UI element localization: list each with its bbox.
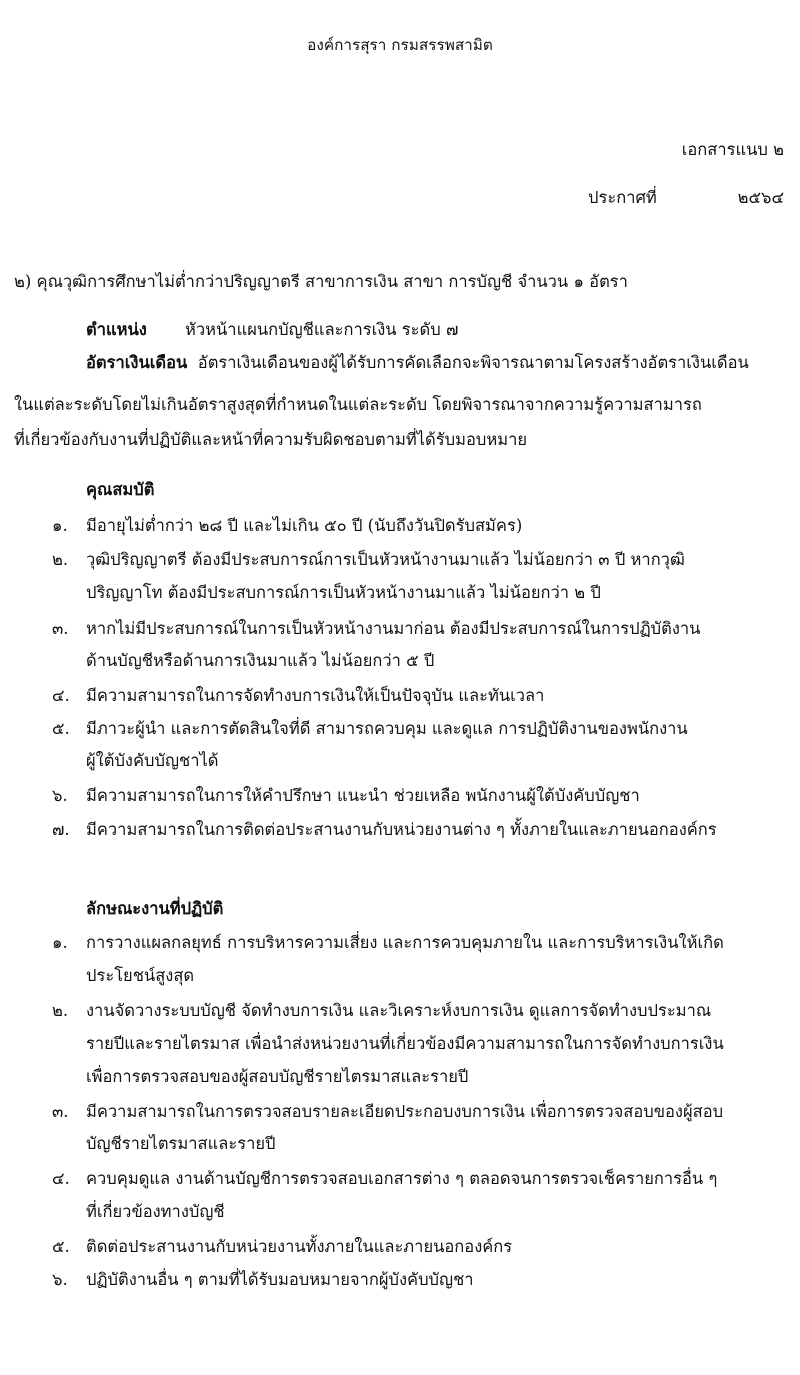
- duty-text: การวางแผลกลยุทธ์ การบริหารความเสี่ยง และการควบคุมภายใน และการบริหารเงินให้เกิด: [86, 933, 724, 952]
- duties-heading: ลักษณะงานที่ปฏิบัติ: [86, 899, 224, 918]
- qualification-text: มีความสามารถในการจัดทำงบการเงินให้เป็นปัจจุบัน และทันเวลา: [86, 686, 545, 705]
- duty-number: ๔.: [52, 1169, 70, 1188]
- duty-number: ๑.: [52, 933, 68, 952]
- position-value: หัวหน้าแผนกบัญชีและการเงิน ระดับ ๗: [185, 320, 459, 339]
- salary-text-3: ที่เกี่ยวข้องกับงานที่ปฏิบัติและหน้าที่ความรับผิดชอบตามที่ได้รับมอบหมาย: [14, 430, 528, 449]
- announcement-label: ประกาศที่: [588, 188, 657, 207]
- position-label: ตำแหน่ง: [86, 320, 147, 339]
- qualification-text: วุฒิปริญญาตรี ต้องมีประสบการณ์การเป็นหัวหน้างานมาแล้ว ไม่น้อยกว่า ๓ ปี หากวุฒิ: [86, 550, 685, 569]
- announcement-year: ๒๕๖๔: [737, 188, 784, 207]
- salary-text-1: อัตราเงินเดือนของผู้ได้รับการคัดเลือกจะพิจารณาตามโครงสร้างอัตราเงินเดือน: [197, 353, 749, 372]
- qualification-number: ๒.: [52, 550, 69, 569]
- duty-number: ๖.: [52, 1270, 68, 1289]
- salary-paragraph-line-1: [86, 353, 786, 374]
- duty-text: เพื่อการตรวจสอบของผู้สอบบัญชีรายไตรมาสและรายปี: [86, 1067, 469, 1086]
- qualification-text: มีอายุไม่ต่ำกว่า ๒๘ ปี และไม่เกิน ๕๐ ปี (นับถึงวันปิดรับสมัคร): [86, 516, 523, 535]
- qualification-number: ๓.: [52, 619, 69, 638]
- duty-text: รายปีและรายไตรมาส เพื่อนำส่งหน่วยงานที่เกี่ยวข้องมีความสามารถในการจัดทำงบการเงิน: [86, 1034, 724, 1053]
- qualifications-heading: คุณสมบัติ: [86, 480, 155, 499]
- qualification-text: ด้านบัญชีหรือด้านการเงินมาแล้ว ไม่น้อยกว่า ๕ ปี: [86, 651, 435, 670]
- qualification-text: มีความสามารถในการให้คำปรึกษา แนะนำ ช่วยเหลือ พนักงานผู้ใต้บังคับบัญชา: [86, 786, 640, 805]
- duty-text: ควบคุมดูแล งานด้านบัญชีการตรวจสอบเอกสารต่าง ๆ ตลอดจนการตรวจเช็ครายการอื่น ๆ: [86, 1169, 718, 1188]
- qualification-text: มีความสามารถในการติดต่อประสานงานกับหน่วยงานต่าง ๆ ทั้งภายในและภายนอกองค์กร: [86, 820, 717, 839]
- organization-header: องค์การสุรา กรมสรรพสามิต: [307, 36, 493, 54]
- duty-text: ปฏิบัติงานอื่น ๆ ตามที่ได้รับมอบหมายจากผู้บังคับบัญชา: [86, 1270, 474, 1289]
- annex-title: เอกสารแนบ ๒: [681, 140, 784, 159]
- qualification-text: ปริญญาโท ต้องมีประสบการณ์การเป็นหัวหน้างานมาแล้ว ไม่น้อยกว่า ๒ ปี: [86, 583, 601, 602]
- salary-text-2: ในแต่ละระดับโดยไม่เกินอัตราสูงสุดที่กำหนดในแต่ละระดับ โดยพิจารณาจากความรู้ความสามารถ: [14, 395, 702, 414]
- qualification-number: ๑.: [52, 516, 68, 535]
- duty-text: งานจัดวางระบบบัญชี จัดทำงบการเงิน และวิเคราะห์งบการเงิน ดูแลการจัดทำงบประมาณ: [86, 1001, 712, 1020]
- qualification-number: ๖.: [52, 786, 68, 805]
- duty-text: มีความสามารถในการตรวจสอบรายละเอียดประกอบงบการเงิน เพื่อการตรวจสอบของผู้สอบ: [86, 1102, 724, 1121]
- qualification-number: ๔.: [52, 686, 70, 705]
- qualification-line: ๒) คุณวุฒิการศึกษาไม่ต่ำกว่าปริญญาตรี สาขาการเงิน สาขา การบัญชี จำนวน ๑ อัตรา: [14, 272, 628, 291]
- qualification-text: หากไม่มีประสบการณ์ในการเป็นหัวหน้างานมาก่อน ต้องมีประสบการณ์ในการปฏิบัติงาน: [86, 619, 701, 638]
- duty-text: ที่เกี่ยวข้องทางบัญชี: [86, 1202, 225, 1221]
- duty-number: ๓.: [52, 1102, 69, 1121]
- duty-number: ๒.: [52, 1001, 69, 1020]
- qualification-text: มีภาวะผู้นำ และการตัดสินใจที่ดี สามารถควบคุม และดูแล การปฏิบัติงานของพนักงาน: [86, 719, 688, 738]
- duty-text: ติดต่อประสานงานกับหน่วยงานทั้งภายในและภายนอกองค์กร: [86, 1237, 513, 1256]
- duty-text: ประโยชน์สูงสุด: [86, 966, 195, 985]
- qualification-number: ๗.: [52, 820, 70, 839]
- qualification-text: ผู้ใต้บังคับบัญชาได้: [86, 751, 219, 770]
- qualification-number: ๕.: [52, 719, 70, 738]
- duty-text: บัญชีรายไตรมาสและรายปี: [86, 1134, 276, 1153]
- salary-label: อัตราเงินเดือน: [86, 353, 188, 372]
- duty-number: ๕.: [52, 1237, 70, 1256]
